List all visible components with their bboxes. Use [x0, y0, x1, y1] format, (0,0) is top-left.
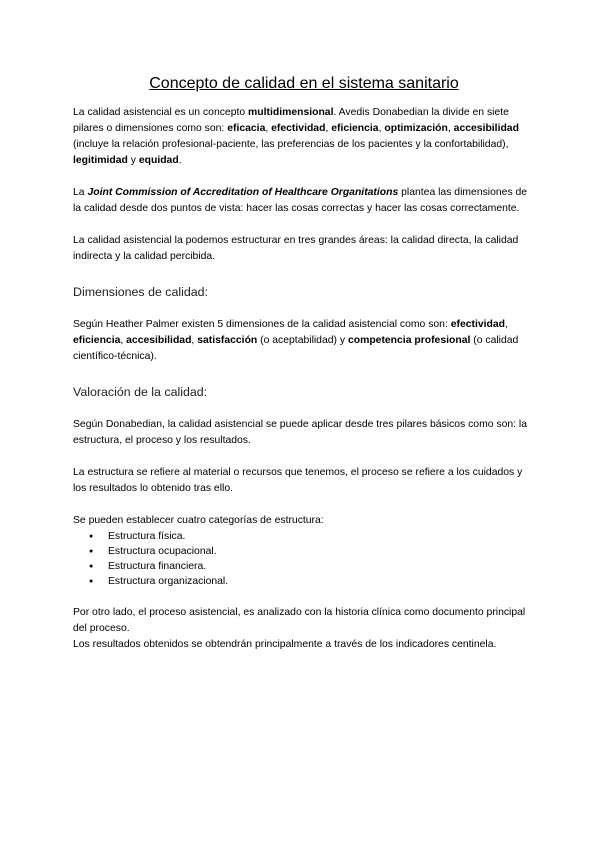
paragraph-calidad-asistencial: La calidad asistencial es un concepto multidimensional. Avedis Donabedian la divide en siete pilares o dimensiones como son: eficacia, efectividad, eficiencia, optimización, accesibilidad (incluye la relación profesional-paciente, las preferencias de los pacientes y la confortabilidad), legitimidad y equidad. [73, 107, 519, 166]
estructura-list [73, 529, 535, 589]
list-item: ● Estructura ocupacional. [108, 544, 535, 559]
page-title: Concepto de calidad en el sistema sanitario [149, 75, 459, 92]
list-item: ● Estructura financiera. [108, 559, 535, 574]
paragraph-proceso: Por otro lado, el proceso asistencial, es analizado con la historia clínica como documento principal del proceso. [73, 607, 526, 634]
paragraph-joint-commission: La Joint Commission of Accreditation of Healthcare Organitations plantea las dimensiones de la calidad desde dos puntos de vista: hacer las cosas correctas y hacer las cosas correctamente. [73, 187, 528, 214]
heading-dimensiones: Dimensiones de calidad: [73, 285, 208, 299]
document-page [73, 73, 535, 653]
heading-valoracion: Valoración de la calidad: [73, 385, 208, 399]
list-item: ● Estructura organizacional. [108, 574, 535, 589]
paragraph-palmer: Según Heather Palmer existen 5 dimensiones de la calidad asistencial como son: efectividad, eficiencia, accesibilidad, satisfacción (o aceptabilidad) y competencia profesional (o calidad científico-técnica). [73, 319, 519, 362]
list-item: ● Estructura física. [108, 529, 535, 544]
paragraph-resultados: Los resultados obtenidos se obtendrán principalmente a través de los indicadores centinela. [73, 639, 497, 650]
paragraph-categorias: Se pueden establecer cuatro categorías de estructura: [73, 515, 324, 526]
paragraph-areas: La calidad asistencial la podemos estructurar en tres grandes áreas: la calidad directa, la calidad indirecta y la calidad percibida. [73, 235, 519, 262]
paragraph-estructura: La estructura se refiere al material o recursos que tenemos, el proceso se refiere a los cuidados y los resultados lo obtenido tras ello. [73, 467, 523, 494]
paragraph-donabedian: Según Donabedian, la calidad asistencial se puede aplicar desde tres pilares básicos como son: la estructura, el proceso y los resultados. [73, 419, 528, 446]
